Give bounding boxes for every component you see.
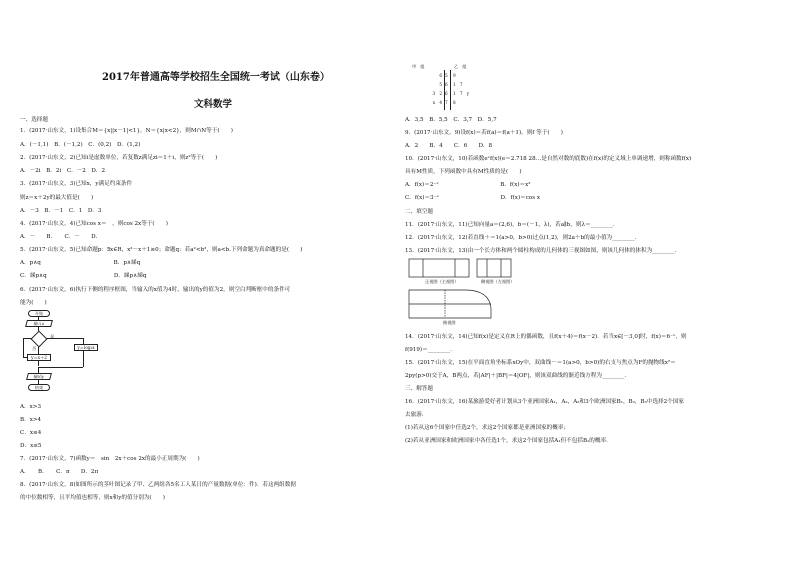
- question-line: 7．(2017·山东文，7)函数y＝ sin 2x＋cos 2x的最小正周期为( ): [20, 456, 200, 462]
- flow-output: 输出y: [26, 373, 52, 380]
- section-heading: 二、填空题: [405, 209, 433, 215]
- side-view: [477, 259, 511, 277]
- stemleaf-stem: 6: [445, 91, 448, 96]
- question-line: (1)若从这6个国家中任选2个，求这2个国家都是亚洲国家的概率；: [405, 425, 570, 431]
- question-line: 16．(2017·山东文，16)某旅游爱好者计划从3个亚洲国家A₁，A₂，A₃和3个欧洲国家B₁，B₂，B₃中选择2个国家: [405, 399, 684, 405]
- three-views-diagram: [405, 256, 515, 328]
- answer-options: A．(－1,1) B．(－1,2) C．(0,2) D．(1,2): [20, 142, 141, 148]
- question-line: 11．(2017·山东文，11)已知向量a＝(2,6)，b＝(－1，λ)，若a∥b，则λ＝________．: [405, 222, 619, 228]
- answer-options: A．2 B．4 C．6 D．8: [405, 143, 493, 149]
- answer-option: C．x≤4: [20, 430, 42, 436]
- question-line: 1．(2017·山东文，1)设集合M＝{x||x－1|<1}，N＝{x|x<2}，则M∩N等于( ): [20, 128, 233, 134]
- top-view-label: 俯视图: [443, 320, 456, 325]
- stemleaf-left: 5: [439, 82, 442, 87]
- stemleaf-left: 6: [439, 73, 442, 78]
- section-heading: 三、解答题: [405, 386, 433, 392]
- stemleaf-right: 9: [453, 73, 456, 78]
- flow-no-label: 否: [32, 346, 37, 351]
- side-view-label: 侧视图（左视图）: [481, 279, 515, 284]
- answer-options: A．－3 B．－1 C．1 D．3: [20, 208, 102, 214]
- stemleaf-left: 3 2: [432, 91, 442, 96]
- question-line: 15．(2017·山东文，15)在平面直角坐标系xOy中，双曲线－＝1(a>0，b>0)的右支与焦点为F的抛物线x²＝: [405, 360, 676, 366]
- stemleaf-left: x 4: [432, 100, 442, 105]
- stemleaf-stem: 6: [445, 82, 448, 87]
- answer-options: A．－ B． C．－ D．: [20, 234, 102, 240]
- flow-decision: [31, 331, 48, 348]
- question-line: 能为( ): [20, 300, 47, 306]
- answer-options: C．綈p∧q D．綈p∧綈q: [20, 273, 147, 279]
- page-title: 2017年普通高等学校招生全国统一考试（山东卷）: [102, 72, 330, 83]
- question-line: 14．(2017·山东文，14)已知f(x)是定义在R上的偶函数，且f(x＋4)＝f(x－2)．若当x∈[－3,0]时，f(x)＝6⁻ˣ，则: [405, 334, 687, 340]
- question-line: (2)若从亚洲国家和欧洲国家中各任选1个，求这2个国家包括A₁但不包括B₁的概率．: [405, 438, 612, 444]
- page-subtitle: 文科数学: [194, 99, 233, 110]
- question-line: 8．(2017·山东文，8)如图所示的茎叶图记录了甲、乙两组各5名工人某日的产量数据(单位：件)．若这两组数据: [20, 482, 296, 488]
- question-line: 6．(2017·山东文，6)执行下侧的程序框图，当输入的x值为4时，输出的y的值为2，则空白判断框中的条件可: [20, 287, 291, 293]
- stemleaf-right: 1 7 y: [453, 91, 470, 96]
- answer-option: B．x>4: [20, 417, 42, 423]
- stemleaf-stem: 7: [445, 100, 448, 105]
- question-line: 5．(2017·山东文，5)已知命题p：∃x∈R，x²－x＋1≥0；命题q：若a²<b²，则a<b.下列命题为真命题的是( ): [20, 247, 303, 253]
- question-line: 则z＝x＋2y的最大值是( ): [20, 195, 94, 201]
- stemleaf-right: 8: [453, 100, 456, 105]
- stemleaf-head-left: 甲 组: [412, 64, 425, 69]
- stem-leaf-plot: [408, 64, 478, 112]
- answer-options: A．3,5 B．5,5 C．3,7 D．5,7: [405, 117, 497, 123]
- question-line: 2py(p>0)交于A，B两点，若|AF|＋|BF|＝4|OF|，则该双曲线的渐近线方程为________．: [405, 373, 630, 379]
- answer-options: A． B． C．π D．2π: [20, 469, 99, 475]
- front-view: [409, 259, 469, 277]
- flow-input: 输入x: [25, 320, 53, 327]
- flow-assign-left: y＝x＋2: [27, 354, 51, 361]
- answer-option: D．x≤5: [20, 443, 42, 449]
- flow-assign-right: y＝log₂x: [74, 344, 98, 351]
- question-line: 3．(2017·山东文，3)已知x，y满足约束条件: [20, 181, 133, 187]
- question-line: 具有M性质，下列函数中具有M性质的是( ): [405, 169, 522, 175]
- section-heading: 一、选择题: [20, 117, 48, 123]
- question-line: 12．(2017·山东文，12)若直线＋＝1(a>0，b>0)过点(1,2)，则2a＋b的最小值为________．: [405, 235, 641, 241]
- answer-option: A．x>3: [20, 404, 42, 410]
- flowchart: [20, 310, 130, 400]
- question-line: f(919)＝________．: [405, 347, 456, 353]
- front-view-label: 正视图（主视图）: [425, 279, 459, 284]
- stemleaf-head-right: 乙 组: [454, 64, 467, 69]
- question-line: 10．(2017·山东文，10)若函数eˣf(x)(e＝2.718 28…是自然对数的底数)在f(x)的定义域上单调递增，则称函数f(x): [405, 156, 692, 162]
- answer-options: A．p∧q B．p∧綈q: [20, 260, 141, 266]
- answer-options: A．－2i B．2i C．－2 D．2: [20, 168, 106, 174]
- flow-yes-label: 是: [50, 334, 55, 339]
- top-view: [409, 290, 491, 318]
- flow-start: 开始: [28, 310, 50, 317]
- answer-options: C．f(x)＝3⁻ˣ D．f(x)＝cos x: [405, 195, 541, 201]
- question-line: 13．(2017·山东文，13)由一个长方体和两个圆柱构成的几何体的三视图如图，则该几何体的体积为________．: [405, 248, 681, 254]
- question-line: 9．(2017·山东文，9)设f(x)＝若f(a)＝f(a＋1)，则f 等于( ): [405, 130, 563, 136]
- question-line: 去旅游．: [405, 412, 428, 418]
- stemleaf-stem: 5: [445, 73, 448, 78]
- question-line: 4．(2017·山东文，4)已知cos x＝ ，则cos 2x等于( ): [20, 221, 168, 227]
- question-line: 的中位数相等，且平均值也相等，则x和y的值分别为( ): [20, 495, 165, 501]
- flow-end: 结束: [28, 384, 50, 391]
- stemleaf-right: 1 7: [453, 82, 463, 87]
- question-line: 2．(2017·山东文，2)已知i是虚数单位，若复数z满足zi＝1＋i，则z²等于( ): [20, 155, 218, 161]
- answer-options: A．f(x)＝2⁻ˣ B．f(x)＝x²: [405, 182, 531, 188]
